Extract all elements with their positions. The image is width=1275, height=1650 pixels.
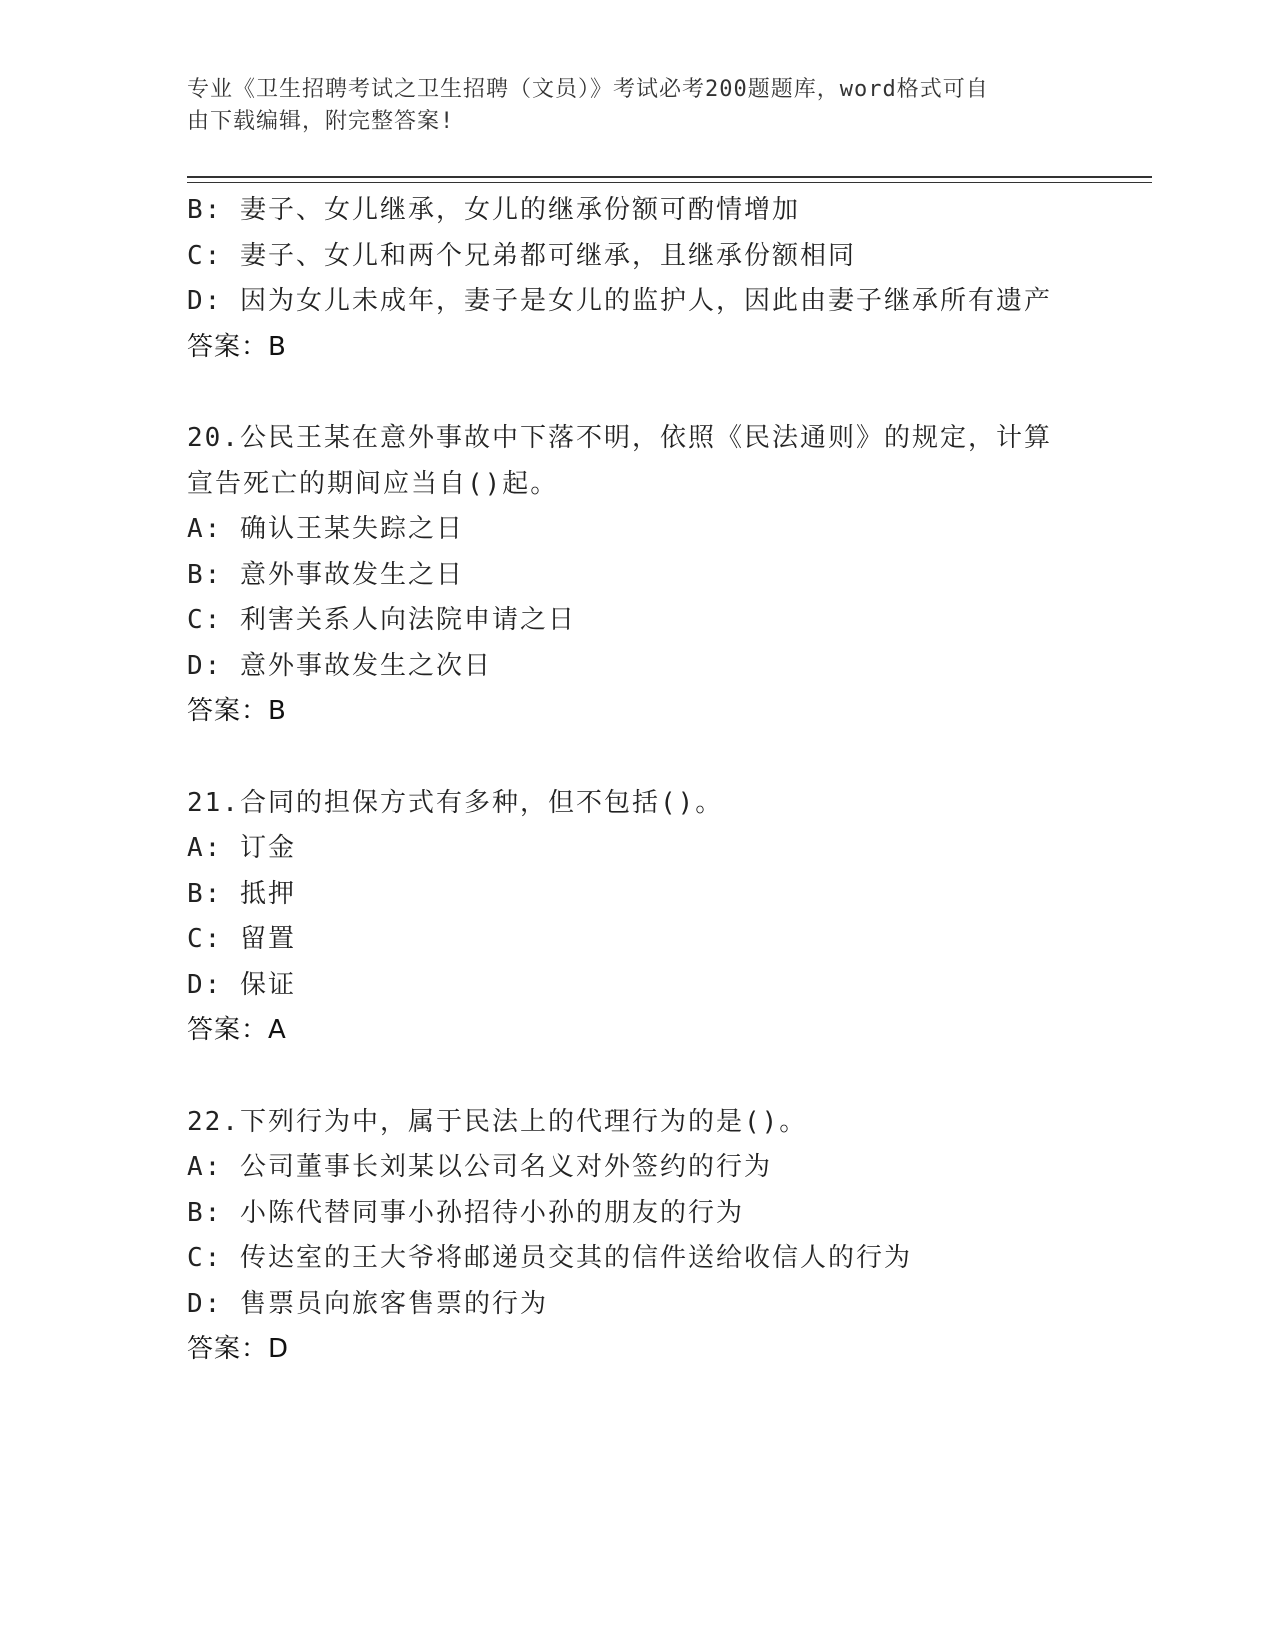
block-spacer — [187, 370, 1087, 416]
option-a: A: 公司董事长刘某以公司名义对外签约的行为 — [187, 1152, 772, 1182]
option-b: B: 小陈代替同事小孙招待小孙的朋友的行为 — [187, 1197, 744, 1228]
question-block-20 — [187, 416, 1087, 735]
question-block-19 — [187, 188, 1087, 370]
option-a: A: 订金 — [187, 833, 296, 863]
option-d: D: 因为女儿未成年，妻子是女儿的监护人，因此由妻子继承所有遗产 — [187, 286, 1052, 316]
option-c: C: 利害关系人向法院申请之日 — [187, 605, 576, 635]
question-text-line-1: 22.下列行为中，属于民法上的代理行为的是()。 — [187, 1106, 808, 1137]
question-text-line-1: 21.合同的担保方式有多种，但不包括()。 — [187, 787, 724, 818]
option-d: D: 售票员向旅客售票的行为 — [187, 1288, 548, 1319]
header-line-1: 专业《卫生招聘考试之卫生招聘（文员）》考试必考200题题库，word格式可自 — [187, 77, 989, 102]
header-line-2: 由下载编辑，附完整答案! — [187, 109, 455, 134]
option-c: C: 传达室的王大爷将邮递员交其的信件送给收信人的行为 — [187, 1243, 912, 1273]
header-divider-bottom — [187, 182, 1152, 183]
answer-label: 答案：D — [187, 1334, 290, 1364]
option-d: D: 保证 — [187, 969, 296, 1000]
option-b: B: 抵押 — [187, 878, 296, 909]
question-list — [187, 188, 1087, 1373]
option-d: D: 意外事故发生之次日 — [187, 650, 492, 681]
header-divider-top — [187, 176, 1152, 178]
question-text-line-1: 20.公民王某在意外事故中下落不明，依照《民法通则》的规定，计算 — [187, 423, 1052, 453]
block-spacer — [187, 735, 1087, 781]
option-c: C: 留置 — [187, 924, 296, 954]
question-block-21 — [187, 781, 1087, 1054]
document-header — [187, 74, 1067, 138]
option-a: A: 确认王某失踪之日 — [187, 514, 464, 544]
answer-label: 答案：B — [187, 696, 287, 726]
option-b: B: 意外事故发生之日 — [187, 559, 464, 590]
question-block-22 — [187, 1100, 1087, 1373]
option-b: B: 妻子、女儿继承，女儿的继承份额可酌情增加 — [187, 195, 800, 225]
answer-label: 答案：B — [187, 331, 287, 362]
block-spacer — [187, 1054, 1087, 1100]
question-text-line-2: 宣告死亡的期间应当自()起。 — [187, 468, 559, 499]
option-c: C: 妻子、女儿和两个兄弟都可继承，且继承份额相同 — [187, 240, 856, 271]
answer-label: 答案：A — [187, 1015, 287, 1045]
